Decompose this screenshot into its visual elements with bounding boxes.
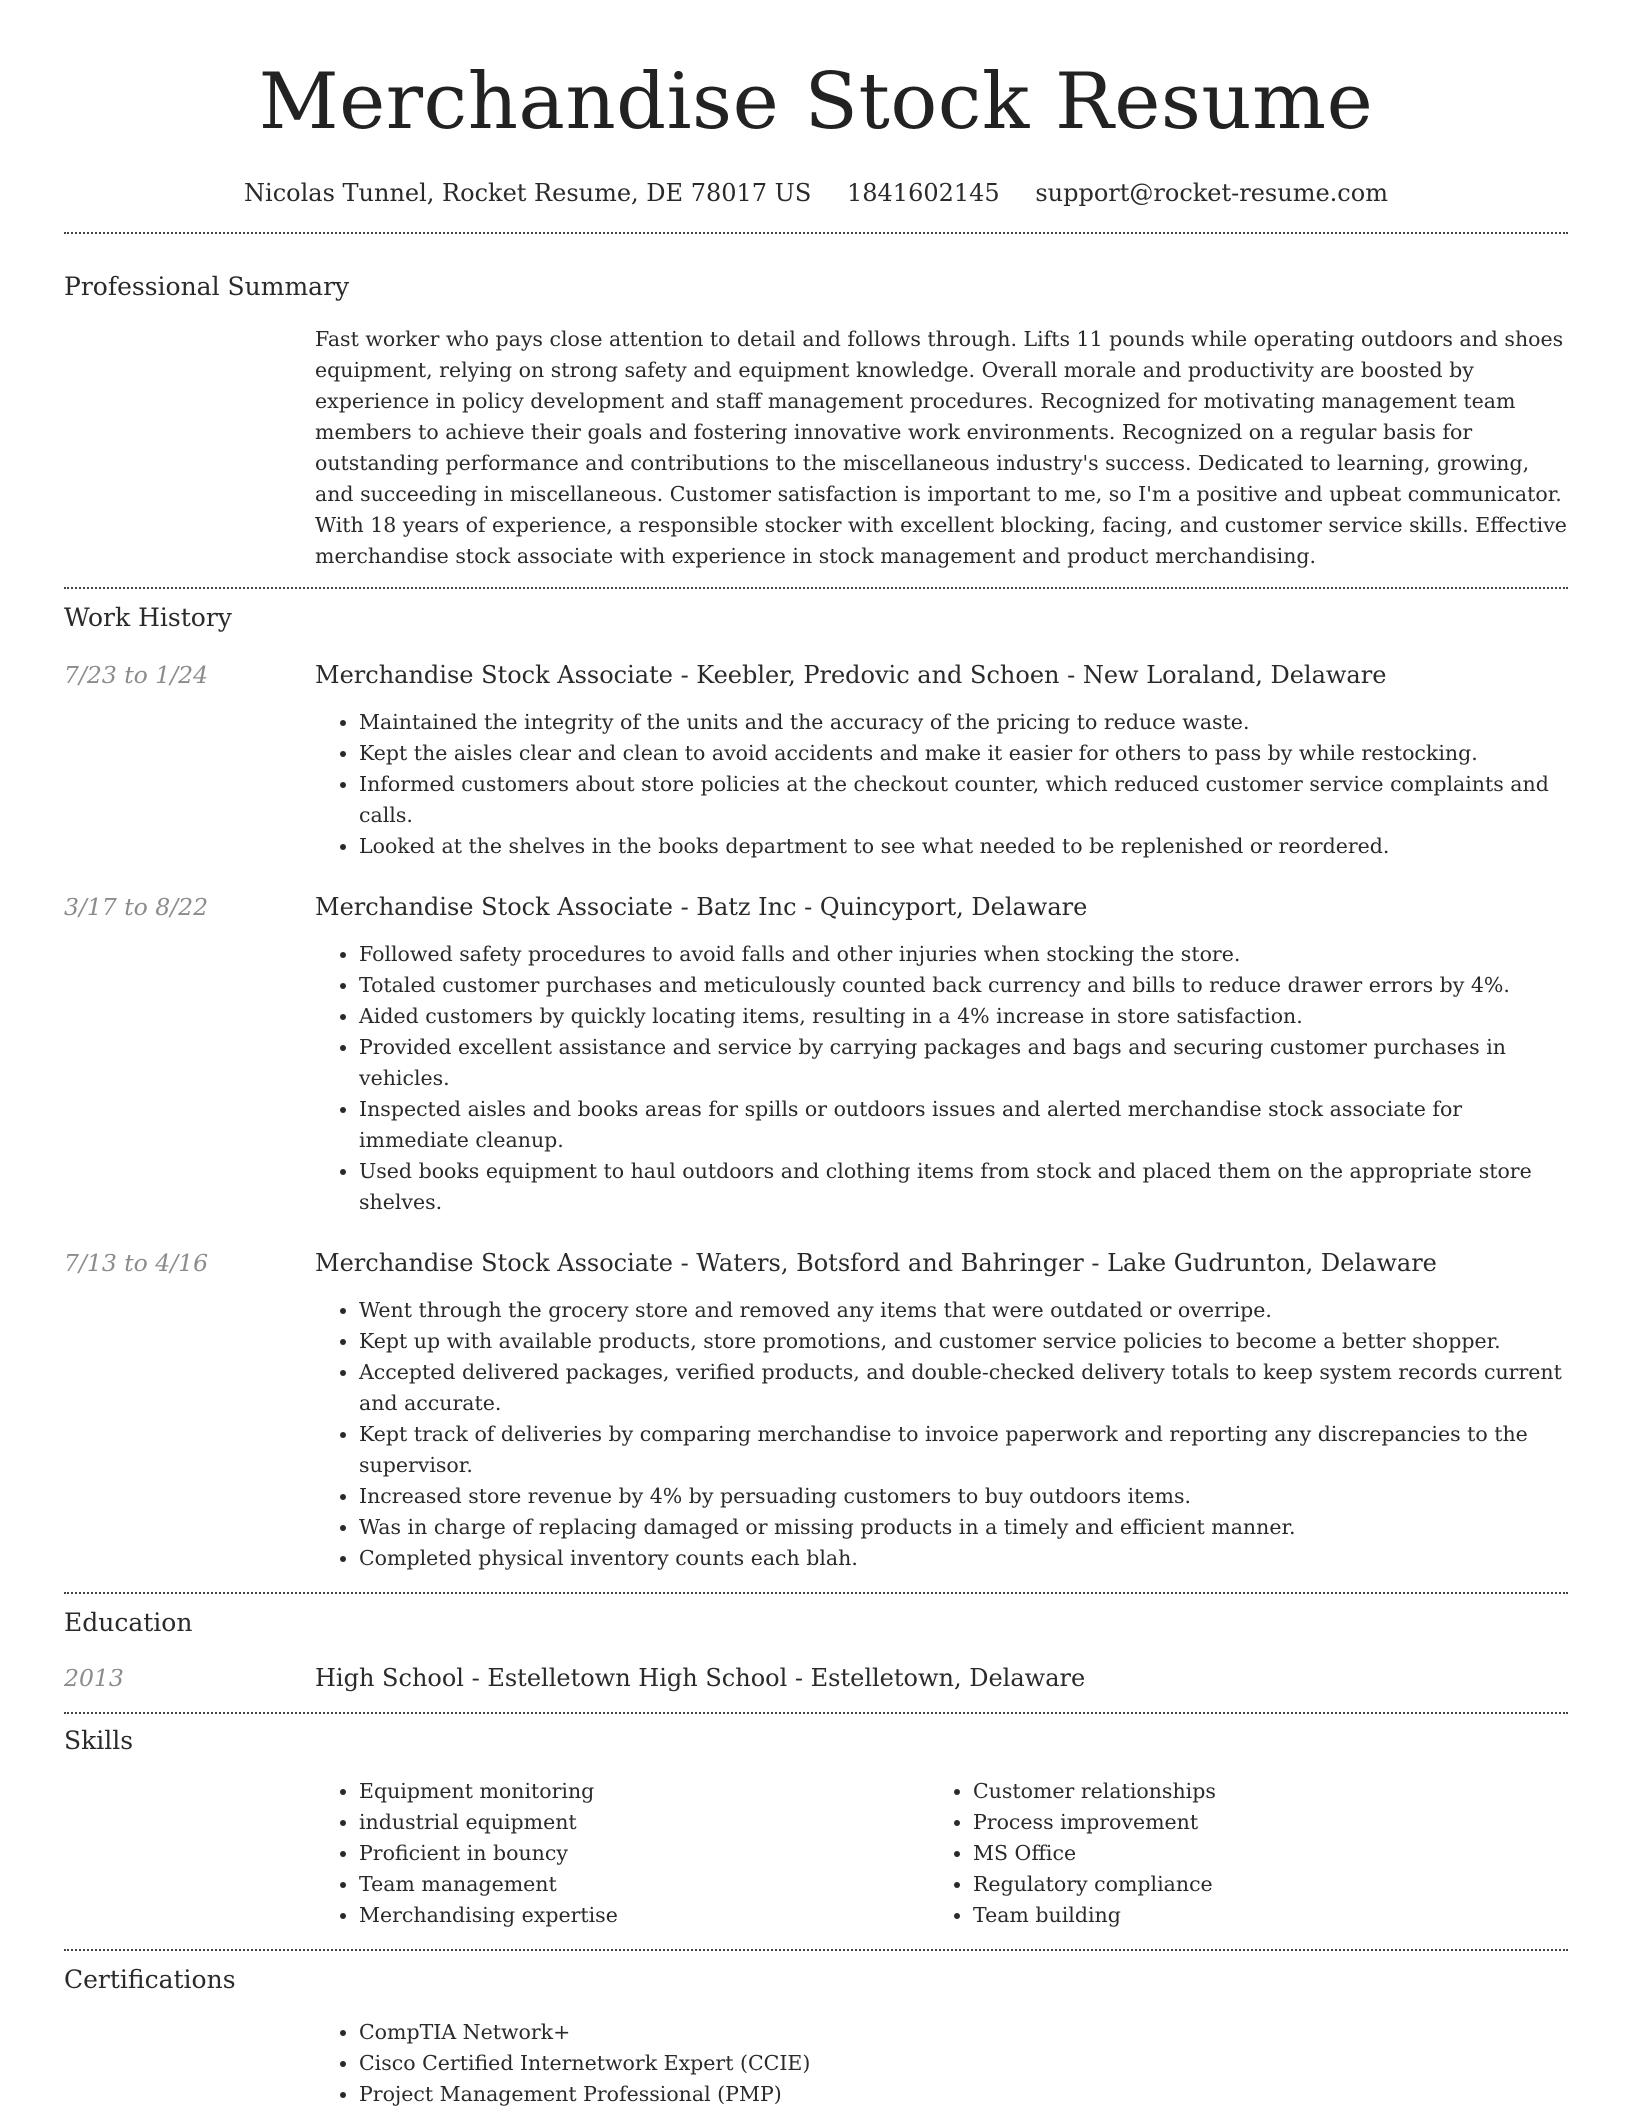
list-item: • Equipment monitoring: [359, 1776, 929, 1807]
skills-column-left: [315, 1776, 929, 1931]
list-item: • Team management: [359, 1869, 929, 1900]
contact-address: Nicolas Tunnel, Rocket Resume, DE 78017 US: [244, 179, 812, 207]
list-item: • Project Management Professional (PMP): [359, 2079, 1568, 2110]
contact-phone: 1841602145: [846, 179, 1000, 207]
section-work-history: [64, 601, 1568, 1574]
job-bullets: [315, 1295, 1568, 1574]
summary-text: Fast worker who pays close attention to detail and follows through. Lifts 11 pounds while operating outdoors and shoes equipment, relying on strong safety and equipment knowledge. Overall morale and productivity are boosted by experience in policy development and staff management procedures. Recognized for motivating management team members to achieve their goals and fostering innovative work environments. Recognized on a regular basis for outstanding performance and contributions to the miscellaneous industry's success. Dedicated to learning, growing, and succeeding in miscellaneous. Customer satisfaction is important to me, so I'm a positive and upbeat communicator. With 18 years of experience, a responsible stocker with excellent blocking, facing, and customer service skills. Effective merchandise stock associate with experience in stock management and product merchandising.: [315, 327, 1567, 568]
job-entry: [64, 891, 1568, 1218]
section-education: [64, 1606, 1568, 1694]
job-bullets: [315, 939, 1568, 1218]
section-summary: [64, 270, 1568, 572]
list-item: • Was in charge of replacing damaged or missing products in a timely and efficient manner.: [359, 1512, 1568, 1543]
section-title-education: Education: [64, 1608, 193, 1637]
list-item: • Followed safety procedures to avoid falls and other injuries when stocking the store.: [359, 939, 1568, 970]
contact-line: [64, 176, 1568, 210]
job-entry: [64, 659, 1568, 862]
education-title: High School - Estelletown High School - Estelletown, Delaware: [315, 1664, 1086, 1692]
job-dates: 3/17 to 8/22: [64, 893, 209, 921]
page-title: Merchandise Stock Resume: [258, 57, 1374, 147]
divider-work: [64, 1592, 1568, 1594]
skills-column-right: [929, 1776, 1543, 1931]
skills-grid: [315, 1776, 1568, 1931]
list-item: • Kept the aisles clear and clean to avoid accidents and make it easier for others to pass by while restocking.: [359, 738, 1568, 769]
job-dates: 7/13 to 4/16: [64, 1249, 209, 1277]
job-entry: [64, 1247, 1568, 1574]
list-item: • Kept track of deliveries by comparing merchandise to invoice paperwork and reporting any discrepancies to the supervisor.: [359, 1419, 1568, 1481]
list-item: • Used books equipment to haul outdoors and clothing items from stock and placed them on the appropriate store shelves.: [359, 1156, 1568, 1218]
list-item: • Aided customers by quickly locating items, resulting in a 4% increase in store satisfaction.: [359, 1001, 1568, 1032]
section-title-work: Work History: [64, 603, 232, 632]
list-item: • Provided excellent assistance and service by carrying packages and bags and securing customer purchases in vehicles.: [359, 1032, 1568, 1094]
job-dates: 7/23 to 1/24: [64, 661, 209, 689]
list-item: • Proficient in bouncy: [359, 1838, 929, 1869]
list-item: • Accepted delivered packages, verified products, and double-checked delivery totals to keep system records current and accurate.: [359, 1357, 1568, 1419]
contact-email: support@rocket-resume.com: [1035, 179, 1388, 207]
list-item: • Merchandising expertise: [359, 1900, 929, 1931]
section-title-skills: Skills: [64, 1726, 134, 1755]
list-item: • Kept up with available products, store promotions, and customer service policies to become a better shopper.: [359, 1326, 1568, 1357]
job-bullets: [315, 707, 1568, 862]
list-item: • Process improvement: [973, 1807, 1543, 1838]
list-item: • Customer relationships: [973, 1776, 1543, 1807]
list-item: • Cisco Certified Internetwork Expert (CCIE): [359, 2048, 1568, 2079]
section-title-summary: Professional Summary: [64, 272, 350, 301]
education-year: 2013: [64, 1664, 124, 1692]
divider-education: [64, 1712, 1568, 1714]
divider-header: [64, 232, 1568, 234]
divider-summary: [64, 587, 1568, 589]
section-title-certifications: Certifications: [64, 1965, 236, 1994]
list-item: • Informed customers about store policies at the checkout counter, which reduced customer service complaints and calls.: [359, 769, 1568, 831]
list-item: • Regulatory compliance: [973, 1869, 1543, 1900]
job-title: Merchandise Stock Associate - Waters, Botsford and Bahringer - Lake Gudrunton, Delaware: [315, 1249, 1437, 1277]
list-item: • Completed physical inventory counts each blah.: [359, 1543, 1568, 1574]
section-skills: [64, 1724, 1568, 1931]
list-item: • CompTIA Network+: [359, 2017, 1568, 2048]
list-item: • Team building: [973, 1900, 1543, 1931]
certifications-list: [315, 2017, 1568, 2110]
divider-skills: [64, 1949, 1568, 1951]
job-title: Merchandise Stock Associate - Keebler, Predovic and Schoen - New Loraland, Delaware: [315, 661, 1387, 689]
list-item: • Maintained the integrity of the units and the accuracy of the pricing to reduce waste.: [359, 707, 1568, 738]
section-certifications: [64, 1963, 1568, 2110]
job-title: Merchandise Stock Associate - Batz Inc - Quincyport, Delaware: [315, 893, 1088, 921]
list-item: • Looked at the shelves in the books department to see what needed to be replenished or reordered.: [359, 831, 1568, 862]
education-entry: [64, 1662, 1568, 1694]
list-item: • Increased store revenue by 4% by persuading customers to buy outdoors items.: [359, 1481, 1568, 1512]
list-item: • Went through the grocery store and removed any items that were outdated or overripe.: [359, 1295, 1568, 1326]
list-item: • Inspected aisles and books areas for spills or outdoors issues and alerted merchandise stock associate for immediate cleanup.: [359, 1094, 1568, 1156]
list-item: • MS Office: [973, 1838, 1543, 1869]
list-item: • Totaled customer purchases and meticulously counted back currency and bills to reduce drawer errors by 4%.: [359, 970, 1568, 1001]
list-item: • industrial equipment: [359, 1807, 929, 1838]
